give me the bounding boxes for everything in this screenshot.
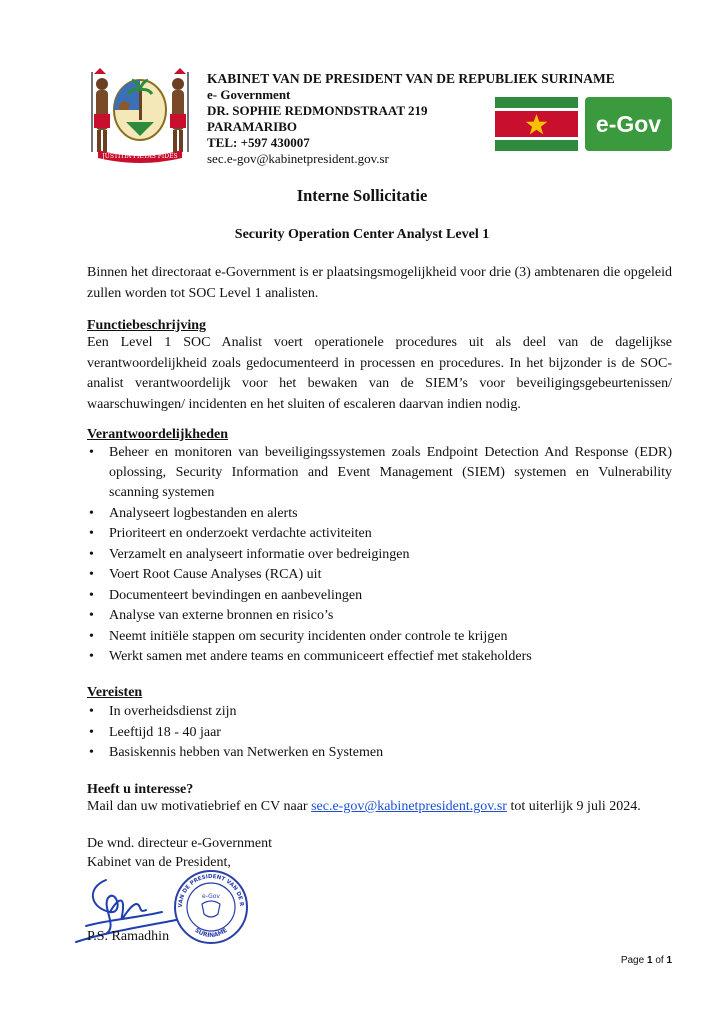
suriname-flag xyxy=(495,97,578,151)
verantwoordelijkheden-heading: Verantwoordelijkheden xyxy=(87,427,229,442)
bullet-icon: • xyxy=(89,505,94,521)
vereisten-list xyxy=(87,702,672,764)
email-link[interactable]: sec.e-gov@kabinetpresident.gov.sr xyxy=(311,799,507,814)
page-total: 1 xyxy=(666,955,672,966)
page-subtitle: Security Operation Center Analyst Level 1 xyxy=(234,227,490,242)
coat-of-arms-logo xyxy=(84,62,196,166)
bullet-icon: • xyxy=(89,567,94,582)
functie-heading: Functiebeschrijving xyxy=(87,318,206,333)
list-item: • Werkt samen met andere teams en communiceert effectief met stakeholders xyxy=(87,647,672,667)
closing-line-1: De wnd. directeur e-Government xyxy=(87,836,273,851)
closing-line-2: Kabinet van de President, xyxy=(87,855,231,870)
interesse-text-after: tot uiterlijk 9 juli 2024. xyxy=(506,799,641,814)
telephone: TEL: +597 430007 xyxy=(207,135,310,150)
page-number xyxy=(621,955,672,966)
verantwoordelijkheden-list xyxy=(87,443,672,668)
bullet-icon: • xyxy=(89,608,94,623)
bullet-icon: • xyxy=(89,649,94,664)
page-label: Page xyxy=(620,955,645,966)
bullet-icon: • xyxy=(89,724,94,740)
list-item: • Beheer en monitoren van beveiligingssystemen zoals Endpoint Detection And Response (EDR) oplossing, Security Information and Event Management (SIEM) systemen en Vulnerability scanning systemen xyxy=(89,445,672,500)
interesse-heading: Heeft u interesse? xyxy=(87,782,194,797)
page-current: 1 xyxy=(646,955,653,966)
list-item: • Analyseert logbestanden en alerts xyxy=(87,504,672,524)
dept-name: e- Government xyxy=(207,87,291,102)
svg-text:SURINAME xyxy=(193,927,228,939)
bullet-icon: • xyxy=(89,745,94,760)
motto-text: JUSTITIA PIETAS FIDES xyxy=(102,153,178,160)
functie-paragraph: Een Level 1 SOC Analist voert operationele procedures uit als deel van de dagelijkse verantwoordelijkheid zoals gedocumenteerd in processen en procedures. In het bijzonder is de SOC-analist verantwoordelijk voor het bewaken van de SIEM’s voor beveiligingsgebeurtenissen/ waarschuwingen/ incidenten en het sluiten of escaleren daarvan indien nodig. xyxy=(87,335,672,412)
header-email: sec.e-gov@kabinetpresident.gov.sr xyxy=(207,151,389,166)
list-item: • In overheidsdienst zijn xyxy=(87,702,672,722)
list-item: • Prioriteert en onderzoekt verdachte activiteiten xyxy=(87,524,672,544)
list-item: • Documenteert bevindingen en aanbevelingen xyxy=(87,586,672,606)
list-item: • Leeftijd 18 - 40 jaar xyxy=(87,723,672,743)
bullet-icon: • xyxy=(89,587,94,603)
list-item: • Voert Root Cause Analyses (RCA) uit xyxy=(87,565,672,585)
page-title: Interne Sollicitatie xyxy=(296,186,428,205)
bullet-icon: • xyxy=(89,526,94,541)
vereisten-heading: Vereisten xyxy=(87,685,143,700)
interesse-text-before: Mail dan uw motivatiebrief en CV naar xyxy=(87,799,312,814)
page-of: of xyxy=(655,955,664,966)
org-name: KABINET VAN DE PRESIDENT VAN DE REPUBLIEK SURINAME xyxy=(207,71,615,86)
bullet-icon: • xyxy=(89,704,94,719)
egov-logo-text: e-Gov xyxy=(595,110,662,137)
bullet-icon: • xyxy=(89,628,94,644)
address: DR. SOPHIE REDMONDSTRAAT 219 xyxy=(207,103,428,118)
city: PARAMARIBO xyxy=(207,119,298,134)
bullet-icon: • xyxy=(89,445,94,460)
list-item: • Neemt initiële stappen om security incidenten onder controle te krijgen xyxy=(87,627,672,647)
interesse-text xyxy=(87,799,641,815)
bullet-icon: • xyxy=(89,546,94,562)
intro-paragraph: Binnen het directoraat e-Government is er plaatsingsmogelijkheid voor drie (3) ambtenaren die opgeleid zullen worden tot SOC Level 1 analisten. xyxy=(87,265,672,301)
stamp-bottom-text: SURINAME xyxy=(193,926,229,940)
signatory-name: P.S. Ramadhin xyxy=(87,929,170,944)
list-item: • Analyse van externe bronnen en risico’s xyxy=(87,606,672,626)
egov-logo xyxy=(585,97,672,151)
stamp-top-text: VAN DE PRESIDENT VAN DE R xyxy=(177,873,245,908)
stamp-center-text: e-Gov xyxy=(202,893,220,900)
list-item: • Basiskennis hebben van Netwerken en Systemen xyxy=(87,743,672,763)
list-item: • Verzamelt en analyseert informatie over bedreigingen xyxy=(87,545,672,565)
